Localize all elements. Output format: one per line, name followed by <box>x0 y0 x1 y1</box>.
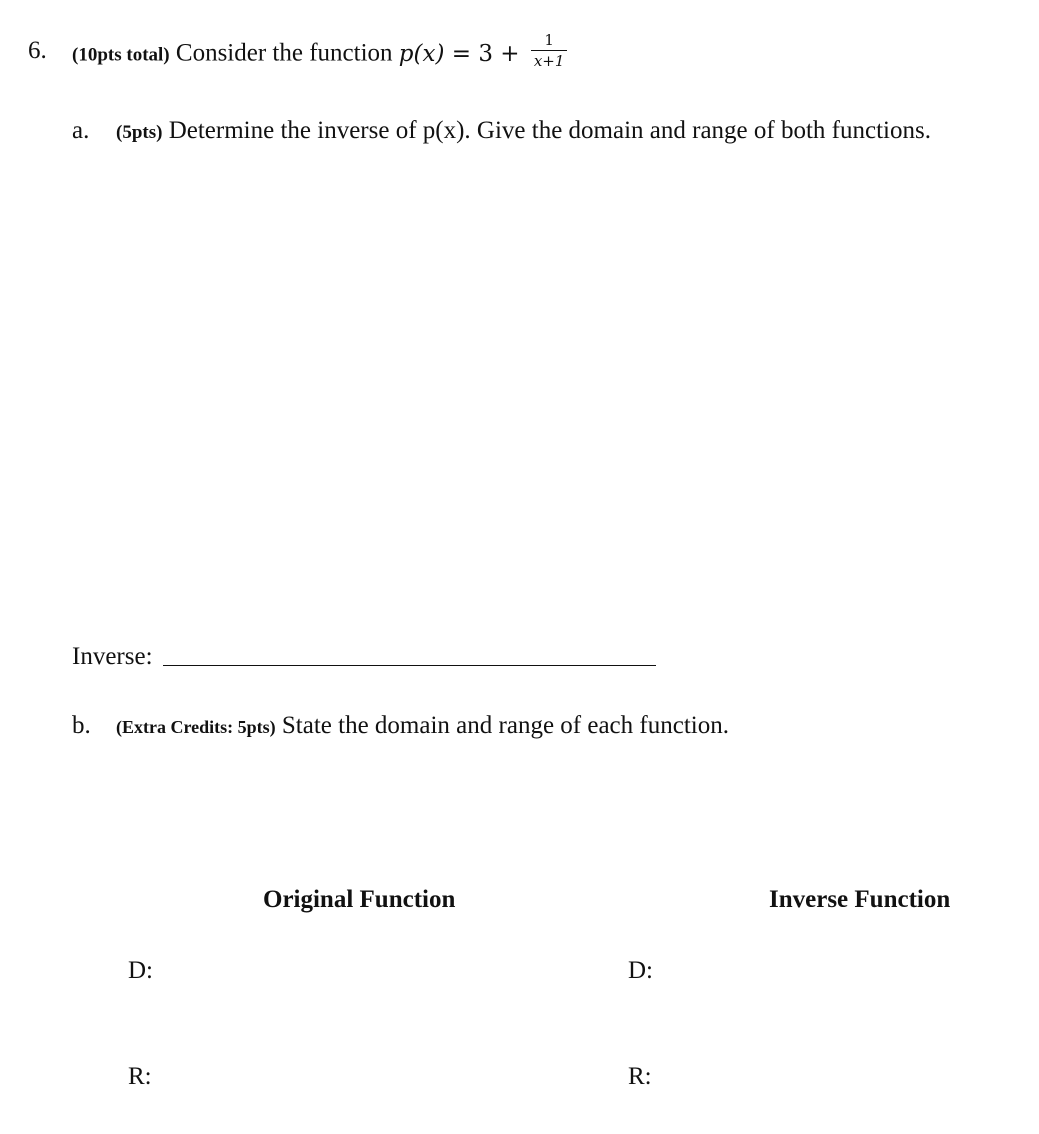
inverse-range-label: R: <box>628 1063 652 1090</box>
inverse-domain-label: D: <box>628 957 653 984</box>
function-fraction <box>531 32 568 69</box>
function-lhs: p(x) <box>398 40 445 67</box>
fraction-numerator: 1 <box>531 32 568 51</box>
part-b-letter: b. <box>72 712 91 739</box>
question-prompt: Consider the function <box>175 39 393 67</box>
part-b-points: (Extra Credits: 5pts) <box>116 717 276 737</box>
part-a-prompt <box>116 116 931 148</box>
question-points: (10pts total) <box>72 44 170 66</box>
question-header <box>72 31 567 73</box>
original-domain-label: D: <box>128 957 153 984</box>
function-expression <box>398 31 568 70</box>
question-number: 6. <box>28 37 47 64</box>
fraction-denominator: x+1 <box>533 52 565 70</box>
original-function-heading: Original Function <box>263 886 456 913</box>
part-a-text: Determine the inverse of p(x). Give the domain and range of both functions. <box>168 117 931 144</box>
inverse-function-heading: Inverse Function <box>769 886 951 913</box>
inverse-answer-line[interactable] <box>163 665 656 666</box>
inverse-label: Inverse: <box>72 643 153 670</box>
original-range-label: R: <box>128 1063 152 1090</box>
part-b-prompt <box>116 711 729 742</box>
part-a-letter: a. <box>72 117 90 144</box>
part-b-text: State the domain and range of each function. <box>281 712 729 739</box>
part-a-points: (5pts) <box>116 122 163 143</box>
function-equals: = 3 + <box>444 40 527 67</box>
